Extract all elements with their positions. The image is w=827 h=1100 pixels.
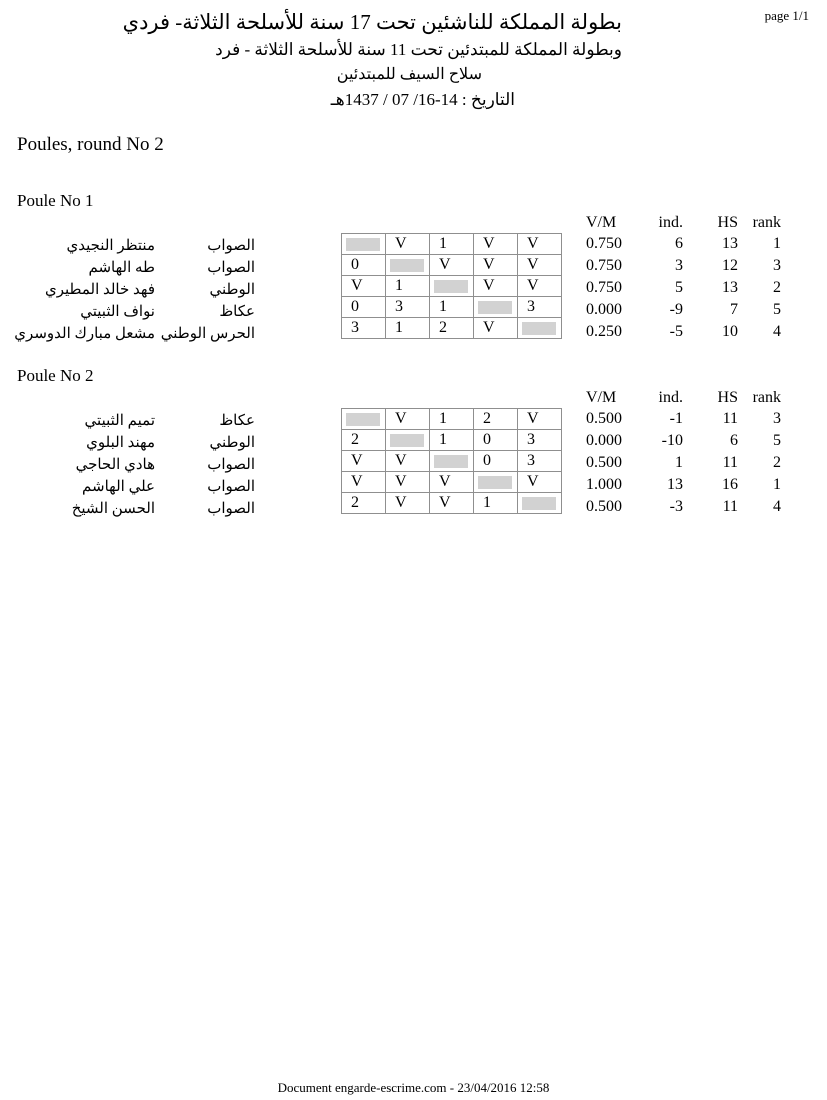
bout-score-cell: 1 <box>430 409 474 430</box>
fencer-club: عكاظ <box>219 413 255 429</box>
fencer-club: عكاظ <box>219 304 255 320</box>
fencer-club: الصواب <box>207 457 255 473</box>
bout-score-cell: V <box>386 472 430 493</box>
fencer-name: علي الهاشم <box>82 479 155 495</box>
round-title: Poules, round No 2 <box>17 134 164 155</box>
bout-score-cell: 0 <box>342 297 386 318</box>
fencer-club: الصواب <box>207 260 255 276</box>
fencer-name: تميم الثبيتي <box>84 413 155 429</box>
self-bout-cell <box>518 318 562 339</box>
bout-score-cell: 2 <box>342 430 386 451</box>
header-title-line-1: بطولة المملكة للناشئين تحت 17 سنة للأسلحة الثلاثة- فردي <box>122 10 622 34</box>
grid-row <box>342 276 562 297</box>
bout-score-cell: 1 <box>430 430 474 451</box>
poule-title: Poule No 2 <box>17 366 94 385</box>
fencer-rank: 2 <box>773 279 781 296</box>
blank-cell-marker <box>522 497 556 510</box>
bout-score-cell: V <box>474 276 518 297</box>
fencer-name: مهند البلوي <box>86 435 155 451</box>
fencer-hits-scored: 12 <box>722 257 738 274</box>
fencer-name: منتظر النجيدي <box>66 238 155 254</box>
bout-score-cell: 3 <box>518 451 562 472</box>
fencer-hits-scored: 11 <box>722 498 738 515</box>
self-bout-cell <box>474 472 518 493</box>
bout-score-cell: 1 <box>430 234 474 255</box>
blank-cell-marker <box>346 413 380 426</box>
grid-row <box>342 255 562 276</box>
self-bout-cell <box>342 409 386 430</box>
bout-score-cell: V <box>518 234 562 255</box>
fencer-index: 1 <box>675 454 683 471</box>
self-bout-cell <box>474 297 518 318</box>
fencer-index: 3 <box>675 257 683 274</box>
bout-score-cell: 0 <box>474 430 518 451</box>
bout-score-cell: 1 <box>386 318 430 339</box>
bout-score-cell: 3 <box>518 297 562 318</box>
bout-score-cell: 3 <box>386 297 430 318</box>
fencer-rank: 3 <box>773 410 781 427</box>
bout-score-cell: 1 <box>474 493 518 514</box>
bout-score-cell: V <box>342 276 386 297</box>
fencer-vm: 1.000 <box>586 476 622 493</box>
fencer-index: -1 <box>669 410 683 427</box>
column-header-hs: HS <box>717 214 738 231</box>
grid-row <box>342 297 562 318</box>
bout-score-cell: V <box>518 409 562 430</box>
bout-score-cell: 3 <box>518 430 562 451</box>
blank-cell-marker <box>390 259 424 272</box>
fencer-name: هادي الحاجي <box>75 457 155 473</box>
grid-row <box>342 430 562 451</box>
fencer-vm: 0.500 <box>586 410 622 427</box>
fencer-vm: 0.500 <box>586 498 622 515</box>
self-bout-cell <box>518 493 562 514</box>
fencer-index: -3 <box>669 498 683 515</box>
bout-score-cell: 3 <box>342 318 386 339</box>
fencer-rank: 3 <box>773 257 781 274</box>
fencer-index: -5 <box>669 323 683 340</box>
bout-score-cell: 2 <box>430 318 474 339</box>
self-bout-cell <box>342 234 386 255</box>
page-number: page 1/1 <box>764 8 809 23</box>
fencer-hits-scored: 11 <box>722 410 738 427</box>
blank-cell-marker <box>434 280 468 293</box>
bout-score-cell: V <box>342 451 386 472</box>
header-date-line: التاريخ : 14-16/ 07 / 1437هـ <box>330 90 515 109</box>
fencer-club: الوطني <box>209 282 255 298</box>
fencer-index: 6 <box>675 235 683 252</box>
column-header-rank: rank <box>752 389 781 406</box>
self-bout-cell <box>386 430 430 451</box>
fencer-name: الحسن الشيخ <box>71 501 155 517</box>
fencer-vm: 0.250 <box>586 323 622 340</box>
fencer-hits-scored: 13 <box>722 235 738 252</box>
fencer-club: الصواب <box>207 238 255 254</box>
bout-score-cell: V <box>386 234 430 255</box>
fencer-index: 13 <box>667 476 683 493</box>
bout-score-cell: 0 <box>342 255 386 276</box>
fencer-club: الحرس الوطني <box>160 326 255 342</box>
fencer-vm: 0.750 <box>586 257 622 274</box>
fencer-hits-scored: 7 <box>730 301 738 318</box>
self-bout-cell <box>430 276 474 297</box>
bout-score-cell: V <box>518 276 562 297</box>
fencer-name: مشعل مبارك الدوسري <box>14 326 155 342</box>
column-header-hs: HS <box>717 389 738 406</box>
fencer-club: الصواب <box>207 501 255 517</box>
poule-grid <box>341 408 562 514</box>
self-bout-cell <box>386 255 430 276</box>
bout-score-cell: V <box>342 472 386 493</box>
fencer-vm: 0.000 <box>586 432 622 449</box>
fencer-rank: 2 <box>773 454 781 471</box>
poule-title: Poule No 1 <box>17 191 94 210</box>
fencer-rank: 4 <box>773 498 781 515</box>
column-header-vm: V/M <box>586 214 617 231</box>
fencer-vm: 0.500 <box>586 454 622 471</box>
fencer-hits-scored: 13 <box>722 279 738 296</box>
bout-score-cell: V <box>518 472 562 493</box>
grid-row <box>342 451 562 472</box>
column-header-rank: rank <box>752 214 781 231</box>
bout-score-cell: 2 <box>342 493 386 514</box>
fencer-rank: 5 <box>773 301 781 318</box>
blank-cell-marker <box>478 301 512 314</box>
fencer-hits-scored: 6 <box>730 432 738 449</box>
fencer-hits-scored: 16 <box>722 476 738 493</box>
fencer-rank: 1 <box>773 235 781 252</box>
grid-row <box>342 318 562 339</box>
column-header-vm: V/M <box>586 389 617 406</box>
fencer-index: -9 <box>669 301 683 318</box>
fencer-rank: 5 <box>773 432 781 449</box>
grid-row <box>342 234 562 255</box>
bout-score-cell: V <box>430 493 474 514</box>
blank-cell-marker <box>390 434 424 447</box>
grid-row <box>342 493 562 514</box>
bout-score-cell: V <box>518 255 562 276</box>
bout-score-cell: V <box>474 234 518 255</box>
self-bout-cell <box>430 451 474 472</box>
fencer-hits-scored: 11 <box>722 454 738 471</box>
blank-cell-marker <box>434 455 468 468</box>
fencer-rank: 4 <box>773 323 781 340</box>
fencer-name: طه الهاشم <box>88 260 155 276</box>
bout-score-cell: 0 <box>474 451 518 472</box>
bout-score-cell: V <box>474 318 518 339</box>
bout-score-cell: 1 <box>386 276 430 297</box>
fencer-vm: 0.750 <box>586 235 622 252</box>
fencer-rank: 1 <box>773 476 781 493</box>
header-weapon-line: سلاح السيف للمبتدئين <box>336 66 482 83</box>
fencer-name: نواف الثبيتي <box>80 304 155 320</box>
column-header-ind: ind. <box>658 214 683 231</box>
grid-row <box>342 472 562 493</box>
bout-score-cell: V <box>386 493 430 514</box>
fencer-club: الوطني <box>209 435 255 451</box>
bout-score-cell: V <box>386 451 430 472</box>
poule-grid <box>341 233 562 339</box>
fencer-hits-scored: 10 <box>722 323 738 340</box>
fencer-name: فهد خالد المطيري <box>44 282 155 298</box>
blank-cell-marker <box>522 322 556 335</box>
column-header-ind: ind. <box>658 389 683 406</box>
blank-cell-marker <box>346 238 380 251</box>
bout-score-cell: V <box>474 255 518 276</box>
bout-score-cell: V <box>430 255 474 276</box>
fencer-vm: 0.000 <box>586 301 622 318</box>
fencer-index: -10 <box>661 432 683 449</box>
grid-row <box>342 409 562 430</box>
footer: Document engarde-escrime.com - 23/04/2016 12:58 <box>277 1080 550 1095</box>
fencer-club: الصواب <box>207 479 255 495</box>
bout-score-cell: 2 <box>474 409 518 430</box>
bout-score-cell: V <box>430 472 474 493</box>
bout-score-cell: V <box>386 409 430 430</box>
fencer-index: 5 <box>675 279 683 296</box>
blank-cell-marker <box>478 476 512 489</box>
fencer-vm: 0.750 <box>586 279 622 296</box>
header-title-line-2: وبطولة المملكة للمبتدئين تحت 11 سنة للأسلحة الثلاثة - فرد <box>215 40 622 59</box>
bout-score-cell: 1 <box>430 297 474 318</box>
